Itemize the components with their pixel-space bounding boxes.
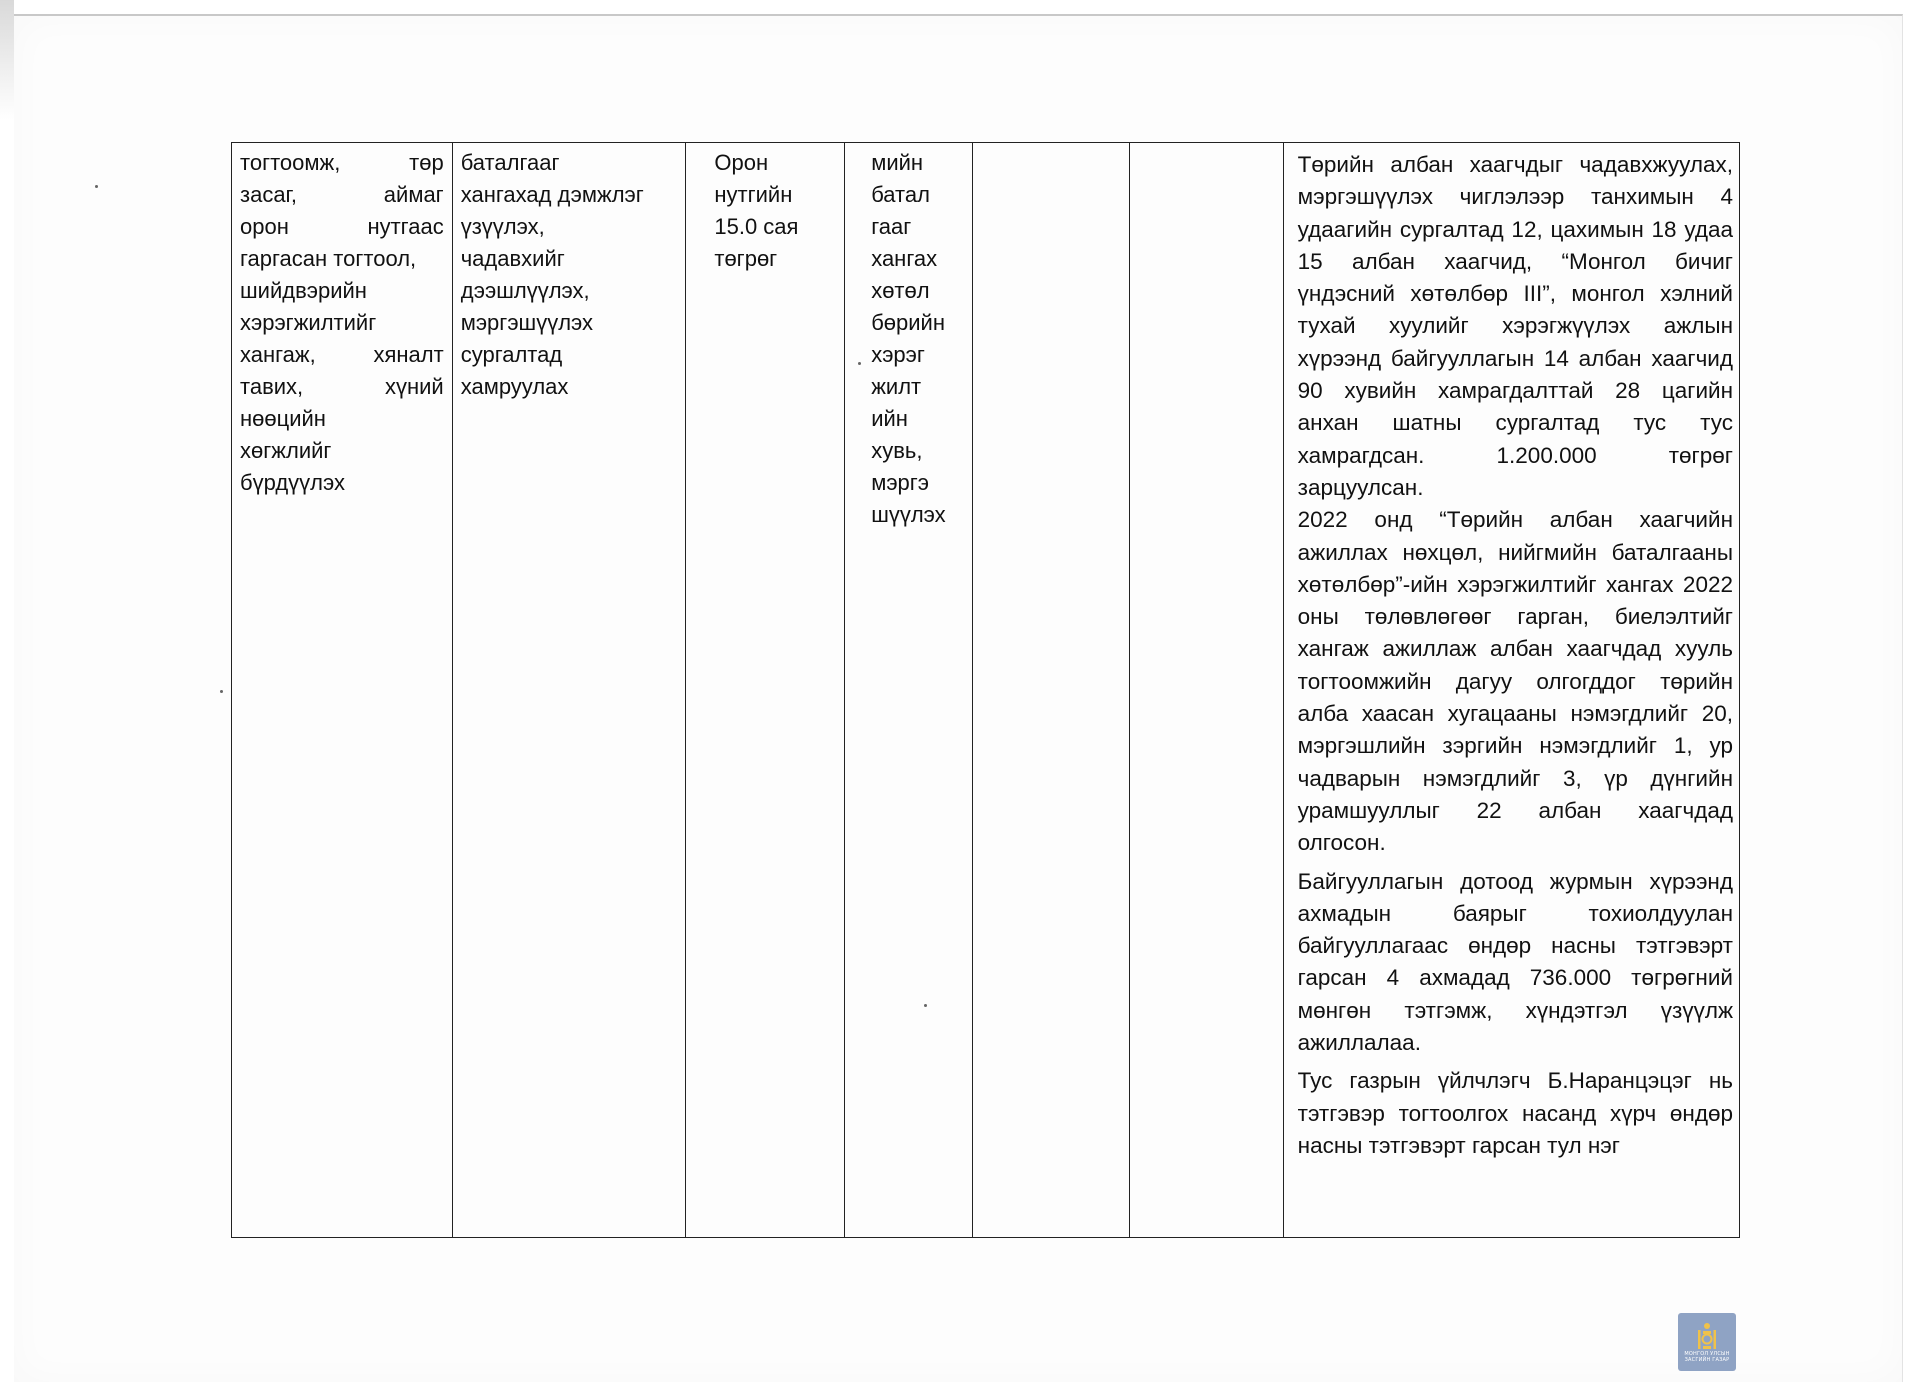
cell-line: чадавхийг: [460, 246, 565, 271]
cell-line: хангах: [871, 246, 938, 271]
report-table: [231, 142, 1740, 1238]
cell-line: бөрийн: [871, 310, 945, 335]
report-paragraph: 2022 онд “Төрийн албан хаагчийн ажиллах нөхцөл, нийгмийн баталгааны хөтөлбөр”-ийн хэрэгжилтийг хангах 2022 оны төлөвлөгөөг гарган, биелэлтийг хангаж ажиллаж албан хаагчдад хууль тогтоомжийн дагуу олгогддог төрийн алба хаасан хугацааны нэмэгдлийг 20, мэргэшлийн зэргийн нэмэгдлийг 1, ур чадварын нэмэгдлийг 3, үр дүнгийн урамшууллыг 22 албан хаагчдад олгосон.: [1297, 507, 1733, 856]
cell-line: хэрэгжилтийг: [240, 310, 377, 335]
column-indicator: [845, 143, 973, 1237]
cell-line: мийн: [871, 150, 924, 175]
cell-line: шүүлэх: [871, 502, 946, 527]
cell-line: дээшлүүлэх,: [460, 278, 590, 303]
logo-caption-2: ЗАСГИЙН ГАЗАР: [1684, 1357, 1730, 1363]
cell-line: орон нутгаас: [240, 214, 444, 239]
cell-line: 15.0 сая: [714, 214, 799, 239]
scan-edge-shadow: [0, 0, 14, 120]
cell-line: төгрөг: [714, 246, 778, 271]
report-paragraph: Төрийн албан хаагчдыг чадавхжуулах, мэргэшүүлэх чиглэлээр танхимын 4 удаагийн сургалтад 12, цахимын 18 удаа 15 албан хаагчид, “Монгол бичиг үндэсний хөтөлбөр III”, монгол хэлний тухай хуулийг хэрэгжүүлэх ажлын хүрээнд байгууллагын 14 албан хаагчид 90 хувийн хамрагдалттай 28 цагийн анхан шатны сургалтад тус тус хамрагдсан. 1.200.000 төгрөг зарцуулсан.: [1297, 152, 1733, 500]
cell-line: тогтоомж, төр: [240, 150, 444, 175]
cell-line: жилт: [871, 374, 922, 399]
government-logo: [1678, 1313, 1736, 1371]
scan-speck: [95, 185, 98, 188]
cell-line: засаг, аймаг: [240, 182, 444, 207]
cell-line: ийн: [871, 406, 908, 431]
column-activity: [232, 143, 453, 1237]
cell-line: мэргэ: [871, 470, 930, 495]
cell-line: шийдвэрийн: [240, 278, 367, 303]
cell-line: гаргасан тогтоол,: [240, 246, 417, 271]
cell-line: үзүүлэх,: [460, 214, 545, 239]
cell-line: хангахад дэмжлэг: [460, 182, 644, 207]
cell-line: мэргэшүүлэх: [460, 310, 594, 335]
cell-line: бүрдүүлэх: [240, 470, 345, 495]
soyombo-emblem-icon: [1694, 1321, 1720, 1351]
column-budget: [686, 143, 845, 1237]
cell-line: тавих, хүний: [240, 374, 444, 399]
cell-line: сургалтад: [460, 342, 563, 367]
cell-line: хэрэг: [871, 342, 925, 367]
cell-line: баталгааг: [460, 150, 560, 175]
report-paragraph: Тус газрын үйлчлэгч Б.Наранцэцэг нь тэтгэвэр тогтоолгох насанд хүрч өндөр насны тэтгэвэрт гарсан тул нэг: [1297, 1068, 1733, 1158]
cell-line: нутгийн: [714, 182, 793, 207]
column-empty-1: [973, 143, 1130, 1237]
cell-line: хөтөл: [871, 278, 930, 303]
scan-speck: [220, 690, 223, 693]
column-progress-report: [1284, 143, 1739, 1237]
cell-line: гааг: [871, 214, 912, 239]
cell-line: Орон: [714, 150, 769, 175]
report-paragraph: Байгууллагын дотоод журмын хүрээнд ахмадын баярыг тохиолдуулан байгууллагаас өндөр насны тэтгэвэрт гарсан 4 ахмадад 736.000 төгрөгний мөнгөн тэтгэмж, хүндэтгэл үзүүлж ажиллалаа.: [1297, 868, 1733, 1056]
cell-line: хувь,: [871, 438, 923, 463]
column-empty-2: [1130, 143, 1284, 1237]
logo-caption-1: МОНГОЛ УЛСЫН: [1684, 1351, 1730, 1357]
cell-line: нөөцийн: [240, 406, 326, 431]
cell-line: хөгжлийг: [240, 438, 332, 463]
cell-line: хамруулах: [460, 374, 569, 399]
cell-line: хангаж, хяналт: [240, 342, 444, 367]
cell-line: батал: [871, 182, 930, 207]
column-measure: [453, 143, 687, 1237]
